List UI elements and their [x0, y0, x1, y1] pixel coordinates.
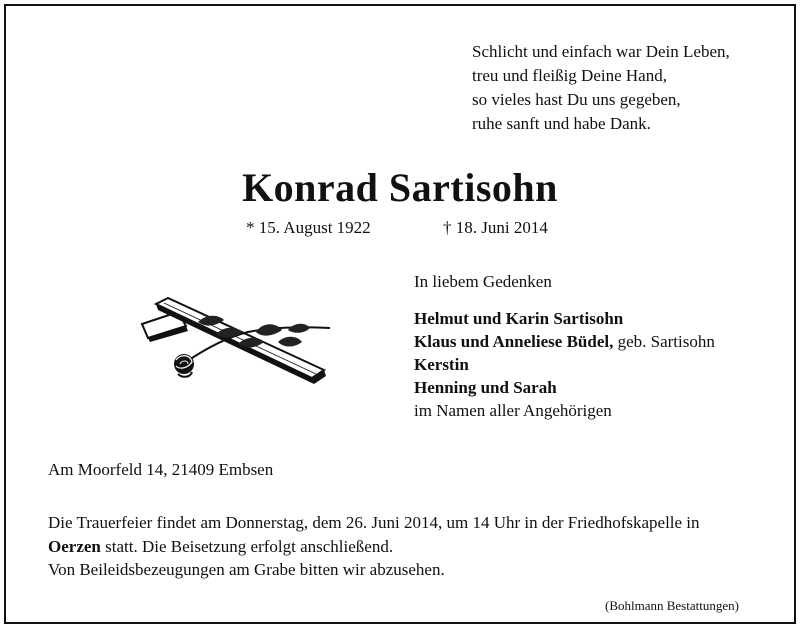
service-place: Oerzen: [48, 537, 101, 556]
birth-date: * 15. August 1922: [246, 218, 371, 237]
mourner-line: [414, 330, 715, 353]
mourners-list: [414, 270, 715, 422]
undertaker-credit: (Bohlmann Bestattungen): [605, 598, 739, 613]
mourners-closing: im Namen aller Angehörigen: [414, 401, 612, 420]
funeral-service-info: [48, 511, 760, 559]
cross-with-rose-icon: [138, 292, 338, 392]
poem-line: treu und fleißig Deine Hand,: [472, 66, 667, 85]
mourner-line: [414, 353, 715, 376]
mourner-name: Klaus und Anneliese Büdel,: [414, 332, 614, 351]
memorial-poem: [472, 40, 730, 136]
death-date: † 18. Juni 2014: [443, 218, 548, 237]
condolence-request: Von Beileidsbezeugungen am Grabe bitten wir abzusehen.: [48, 560, 445, 579]
mourner-line: [414, 307, 715, 330]
obituary-notice: [4, 4, 796, 624]
family-address: Am Moorfeld 14, 21409 Embsen: [48, 460, 274, 479]
mourners-intro: In liebem Gedenken: [414, 272, 552, 291]
service-text: Die Trauerfeier findet am Donnerstag, dem 26. Juni 2014, um 14 Uhr in der Friedhofskapelle in: [48, 513, 700, 532]
maiden-name-note: geb. Sartisohn: [613, 332, 715, 351]
poem-line: so vieles hast Du uns gegeben,: [472, 90, 681, 109]
service-text-continued: statt. Die Beisetzung erfolgt anschließend.: [100, 537, 394, 556]
deceased-name: Konrad Sartisohn: [242, 165, 558, 210]
poem-line: ruhe sanft und habe Dank.: [472, 114, 651, 133]
mourner-name: Henning und Sarah: [414, 378, 557, 397]
mourner-name: Kerstin: [414, 355, 469, 374]
poem-line: Schlicht und einfach war Dein Leben,: [472, 42, 730, 61]
mourner-name: Helmut und Karin Sartisohn: [414, 309, 624, 328]
mourner-line: [414, 376, 715, 399]
